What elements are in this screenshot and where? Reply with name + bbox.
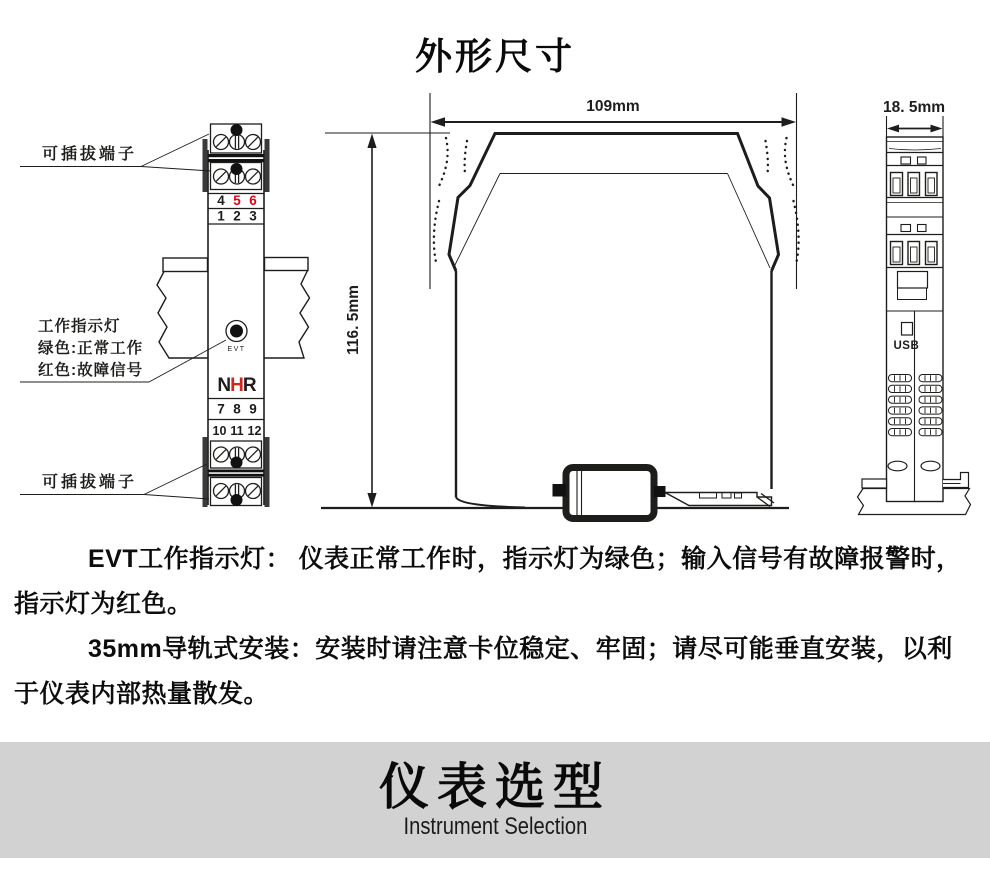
terminal-number: 3 [249, 208, 257, 224]
callout-indicator [20, 316, 226, 382]
end-width-dimension-label: 18. 5mm [882, 99, 946, 116]
usb-label: USB [893, 340, 920, 352]
callout-pluggable-bottom [20, 464, 209, 499]
label-indicator-line2: 绿色:正常工作 [38, 340, 144, 357]
terminal-number: 6 [249, 193, 257, 208]
terminal-number: 7 [217, 401, 225, 417]
mounting-dot [231, 163, 243, 175]
din-clamp-block [553, 468, 666, 519]
terminal-block-top-a [211, 124, 262, 153]
terminal-number: 2 [233, 208, 241, 224]
block-separator-band-top [208, 154, 264, 162]
housing-profile [434, 134, 799, 508]
evt-led-indicator [226, 321, 247, 354]
terminal-numbers-top [217, 193, 257, 224]
height-dimension-label: 116. 5mm [345, 285, 362, 355]
terminal-number: 10 [212, 424, 227, 438]
label-pluggable-terminal-top: 可插拔端子 [42, 146, 138, 163]
label-pluggable-terminal-bottom: 可插拔端子 [42, 474, 138, 491]
end-view [858, 99, 971, 515]
dotted-detail-lines [434, 138, 799, 262]
section-banner [0, 742, 990, 858]
terminal-block-bottom-c [211, 441, 262, 469]
label-indicator-line3: 红色:故障信号 [38, 362, 144, 379]
terminal-number: 1 [217, 208, 225, 224]
note-line-4: 于仪表内部热量散发。 [14, 680, 270, 708]
terminal-block-bottom-d [211, 478, 262, 507]
terminal-number: 11 [230, 424, 244, 438]
notes-text [0, 537, 976, 717]
label-indicator-line1: 工作指示灯 [38, 318, 121, 335]
terminal-number: 5 [233, 193, 241, 208]
brand-logo: NHR [217, 375, 256, 396]
width-dimension-label: 109mm [586, 98, 640, 115]
height-dimension [321, 133, 789, 508]
callout-pluggable-top [20, 134, 211, 171]
slide-bracket [665, 493, 774, 507]
section-title-en: Instrument Selection [403, 812, 587, 840]
mounting-dot [231, 494, 243, 506]
width-dimension [430, 93, 797, 289]
led-label: EVT [227, 346, 246, 353]
note-line-1: EVT工作指示灯： 仪表正常工作时，指示灯为绿色；输入信号有故障报警时， [88, 545, 962, 573]
section-title-cn: 仪表选型 [379, 758, 611, 815]
terminal-number: 9 [249, 401, 257, 417]
note-line-2: 指示灯为红色。 [14, 590, 193, 618]
terminal-number: 4 [217, 193, 225, 208]
block-separator-band-bottom [208, 470, 264, 477]
din-rail-cross-section [157, 258, 310, 359]
note-line-3: 35mm导轨式安装：安装时请注意卡位稳定、牢固；请尽可能垂直安装，以利 [88, 635, 953, 663]
mounting-dot [231, 457, 243, 469]
side-view [321, 93, 799, 519]
terminal-block-top-b [211, 163, 262, 190]
mounting-dot [231, 124, 243, 136]
end-width-dimension [883, 99, 945, 137]
front-view [20, 124, 310, 507]
terminal-number: 12 [247, 424, 262, 438]
terminal-number: 8 [233, 401, 241, 417]
page-title: 外形尺寸 [415, 36, 575, 77]
